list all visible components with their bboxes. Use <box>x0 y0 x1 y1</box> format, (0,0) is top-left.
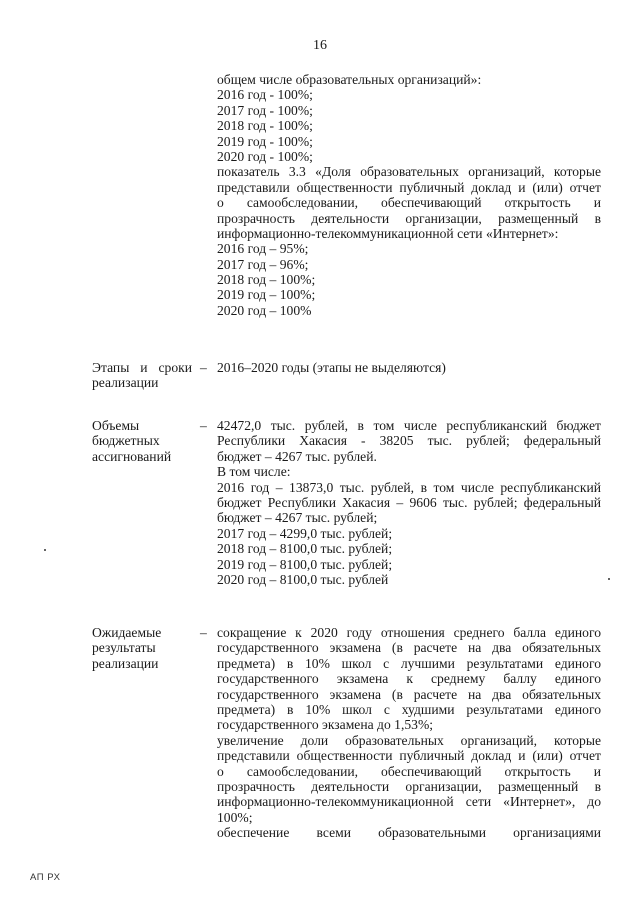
page-number: 16 <box>313 38 327 53</box>
text-line: 2016–2020 годы (этапы не выделяются) <box>217 360 446 375</box>
results-content <box>217 625 601 840</box>
text-line: государственного экзамена до 1,53%; <box>217 717 434 733</box>
text-line: 2016 год - 100%; <box>217 87 313 103</box>
text-line: общем числе образовательных организаций»: <box>217 72 482 87</box>
text-line: бюджет – 4267 тыс. рублей. <box>217 448 377 464</box>
budget-content <box>217 418 601 587</box>
budget-label <box>92 418 204 464</box>
text-line: 2016 год – 95%; <box>217 241 309 257</box>
text-line: Ожидаемые <box>92 625 162 640</box>
text-line: предмета) в 10% школ с лучшими результатами единого <box>217 655 601 671</box>
scan-speck <box>44 549 46 551</box>
text-line: реализации <box>92 375 159 391</box>
text-line: бюджет Республики Хакасия – 9606 тыс. рублей; федеральный <box>217 494 601 510</box>
stages-content <box>217 360 601 375</box>
results-label <box>92 625 204 671</box>
text-line: о самообследовании, обеспечивающий открытость и <box>217 763 601 779</box>
text-line: 2018 год – 8100,0 тыс. рублей; <box>217 541 393 557</box>
text-line: 100%; <box>217 809 253 825</box>
text-line: представили общественности публичный доклад и (или) отчет <box>217 179 601 195</box>
text-line: 42472,0 тыс. рублей, в том числе республиканский бюджет <box>217 418 601 433</box>
stages-dash: – <box>200 360 207 375</box>
text-line: 2018 год - 100%; <box>217 118 313 134</box>
text-line: 2018 год – 100%; <box>217 272 316 288</box>
text-line: 2020 год – 100% <box>217 302 312 318</box>
text-line: информационно-телекоммуникационной сети «Интернет»: <box>217 225 559 241</box>
text-line: Объемы <box>92 418 140 433</box>
text-line: 2017 год - 100%; <box>217 102 313 118</box>
text-line: В том числе: <box>217 464 291 480</box>
text-line: прозрачность деятельности организации, размещенный в <box>217 778 601 794</box>
text-line: 2019 год – 8100,0 тыс. рублей; <box>217 556 393 572</box>
text-line: обеспечение всеми образовательными организациями <box>217 825 601 841</box>
text-line: о самообследовании, обеспечивающий открытость и <box>217 195 601 211</box>
stages-label <box>92 360 204 391</box>
text-line: 2017 год – 96%; <box>217 256 309 272</box>
text-line: информационно-телекоммуникационной сети «Интернет», до <box>217 794 601 810</box>
text-line: представили общественности публичный доклад и (или) отчет <box>217 748 601 764</box>
text-line: реализации <box>92 655 159 671</box>
text-line: 2020 год - 100%; <box>217 148 313 164</box>
text-line: сокращение к 2020 году отношения среднего балла единого <box>217 625 601 640</box>
text-line: государственного экзамена (в расчете на два обязательных <box>217 686 601 702</box>
text-line: бюджет – 4267 тыс. рублей; <box>217 510 378 526</box>
text-line: ассигнований <box>92 448 172 464</box>
text-line: государственного экзамена к среднему баллу единого <box>217 671 601 687</box>
text-line: государственного экзамена (в расчете на два обязательных <box>217 640 601 656</box>
text-line: 2019 год – 100%; <box>217 287 316 303</box>
text-line: бюджетных <box>92 433 160 449</box>
text-line: показатель 3.3 «Доля образовательных организаций, которые <box>217 164 601 180</box>
text-line: 2016 год – 13873,0 тыс. рублей, в том числе республиканский <box>217 479 601 495</box>
text-line: 2017 год – 4299,0 тыс. рублей; <box>217 525 393 541</box>
indicators-continuation <box>217 72 601 318</box>
text-line: 2019 год - 100%; <box>217 133 313 149</box>
footer-stamp: АП РХ <box>30 872 61 883</box>
text-line: предмета) в 10% школ с худшими результатами единого <box>217 701 601 717</box>
scan-speck <box>608 578 610 580</box>
text-line: результаты <box>92 640 156 656</box>
text-line: 2020 год – 8100,0 тыс. рублей <box>217 571 389 587</box>
text-line: прозрачность деятельности организации, размещенный в <box>217 210 601 226</box>
budget-dash: – <box>200 418 207 433</box>
text-line: увеличение доли образовательных организаций, которые <box>217 732 601 748</box>
results-dash: – <box>200 625 207 640</box>
text-line: Республики Хакасия - 38205 тыс. рублей; федеральный <box>217 433 601 449</box>
text-line: Этапы и сроки <box>92 360 192 375</box>
